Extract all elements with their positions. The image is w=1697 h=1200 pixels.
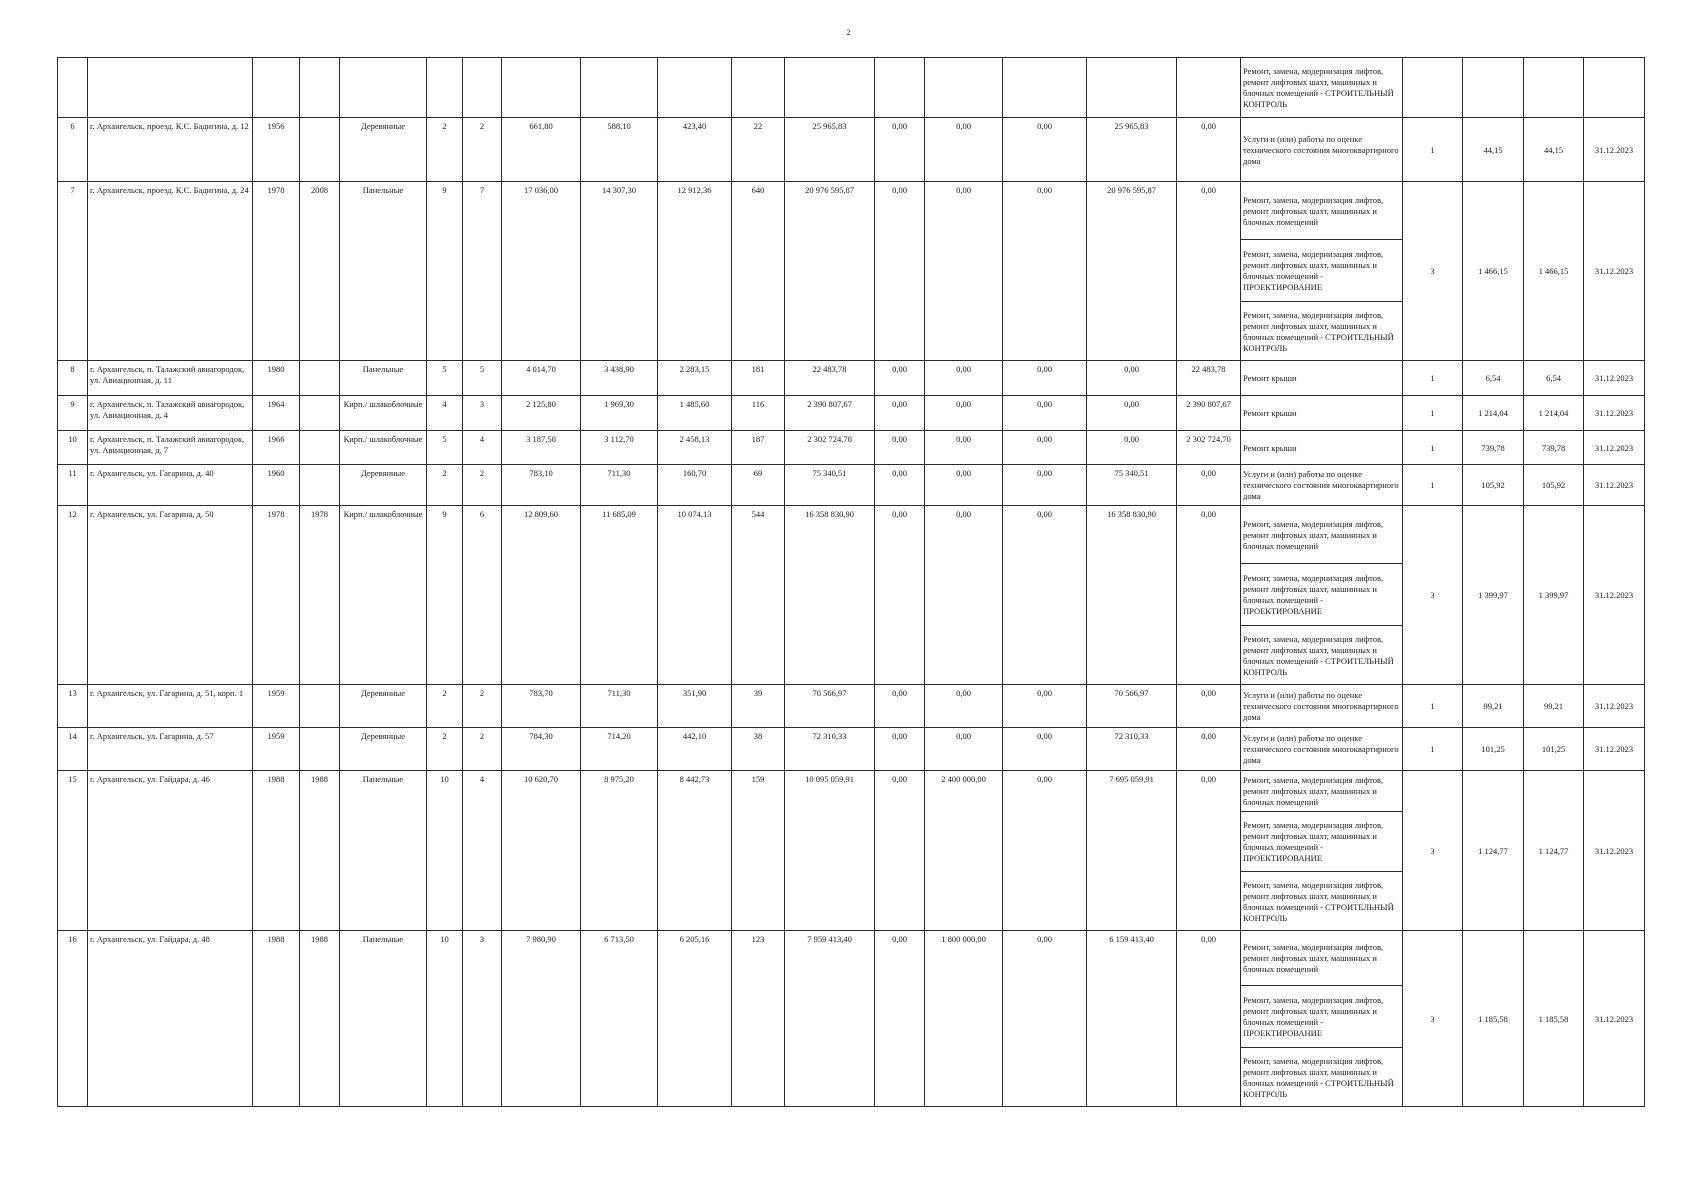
cost-3-cell: 0,00 — [1003, 396, 1087, 431]
table-row-continuation — [58, 58, 1645, 118]
max-cost-cell: 6,54 — [1524, 361, 1584, 396]
work-type-cell: Ремонт, замена, модернизация лифтов, ремонт лифтовых шахт, машинных и блочных помещений - ПРОЕКТИРОВАНИЕ — [1241, 240, 1403, 302]
wall-material-cell: Панельные — [340, 931, 427, 1107]
units-count-cell: 3 — [1403, 771, 1463, 931]
table-row — [58, 431, 1645, 465]
unit-cost-cell: 105,92 — [1463, 465, 1524, 506]
work-type-cell: Услуги и (или) работы по оценке технического состояния многоквартирного дома — [1241, 118, 1403, 182]
cost-total-cell: 70 566,97 — [785, 685, 875, 728]
work-type-cell: Ремонт крыши — [1241, 431, 1403, 465]
area-living-cell: 711,30 — [581, 685, 658, 728]
floors-cell: 10 — [427, 771, 463, 931]
year-repair-cell: 1988 — [300, 931, 340, 1107]
cost-4-cell: 25 965,83 — [1087, 118, 1177, 182]
area-total-cell: 784,30 — [502, 728, 581, 771]
cost-total-cell: 25 965,83 — [785, 118, 875, 182]
units-count-cell: 1 — [1403, 465, 1463, 506]
floors-cell: 2 — [427, 465, 463, 506]
unit-cost-cell: 99,21 — [1463, 685, 1524, 728]
cost-5-cell: 2 302 724,70 — [1177, 431, 1241, 465]
cost-3-cell: 0,00 — [1003, 771, 1087, 931]
work-type-cell: Ремонт крыши — [1241, 396, 1403, 431]
row-number-cell: 12 — [58, 506, 88, 685]
area-living-cell: 14 307,30 — [581, 182, 658, 361]
cost-total-cell: 72 310,33 — [785, 728, 875, 771]
wall-material-cell: Панельные — [340, 182, 427, 361]
cost-total-cell: 7 959 413,40 — [785, 931, 875, 1107]
unit-cost-cell: 1 399,97 — [1463, 506, 1524, 685]
residents-cell: 123 — [732, 931, 785, 1107]
unit-cost-cell: 44,15 — [1463, 118, 1524, 182]
deadline-cell: 31.12.2023 — [1584, 396, 1645, 431]
cost-4-cell: 72 310,33 — [1087, 728, 1177, 771]
area-owned-cell: 442,10 — [658, 728, 732, 771]
residents-cell: 69 — [732, 465, 785, 506]
cost-1-cell: 0,00 — [875, 685, 925, 728]
address-cell: г. Архангельск, п. Талажский авиагородок, ул. Авиационная, д. 7 — [88, 431, 253, 465]
area-owned-cell: 2 458,13 — [658, 431, 732, 465]
area-total-cell: 10 620,70 — [502, 771, 581, 931]
year-built-cell: 1988 — [253, 931, 300, 1107]
cost-2-cell: 0,00 — [925, 396, 1003, 431]
year-built-cell: 1959 — [253, 685, 300, 728]
row-number-cell: 14 — [58, 728, 88, 771]
year-repair-cell — [300, 361, 340, 396]
cost-2-cell: 0,00 — [925, 728, 1003, 771]
cost-2-cell: 0,00 — [925, 431, 1003, 465]
cost-3-cell: 0,00 — [1003, 431, 1087, 465]
cost-4-cell: 70 566,97 — [1087, 685, 1177, 728]
work-type-cell: Услуги и (или) работы по оценке технического состояния многоквартирного дома — [1241, 465, 1403, 506]
capital-repair-table — [57, 57, 1645, 1107]
cost-total-cell: 2 302 724,70 — [785, 431, 875, 465]
wall-material-cell: Кирп./ шлакоблочные — [340, 431, 427, 465]
units-count-cell: 3 — [1403, 931, 1463, 1107]
area-total-cell: 4 014,70 — [502, 361, 581, 396]
cost-4-cell: 7 695 059,91 — [1087, 771, 1177, 931]
cost-5-cell: 2 390 807,67 — [1177, 396, 1241, 431]
work-type-cell: Ремонт, замена, модернизация лифтов, ремонт лифтовых шахт, машинных и блочных помещений - ПРОЕКТИРОВАНИЕ — [1241, 986, 1403, 1048]
work-type-cell: Ремонт крыши — [1241, 361, 1403, 396]
deadline-cell: 31.12.2023 — [1584, 685, 1645, 728]
year-built-cell: 1966 — [253, 431, 300, 465]
cost-2-cell: 1 800 000,00 — [925, 931, 1003, 1107]
cost-1-cell: 0,00 — [875, 361, 925, 396]
deadline-cell: 31.12.2023 — [1584, 182, 1645, 361]
entrances-cell: 4 — [463, 771, 502, 931]
floors-cell: 9 — [427, 182, 463, 361]
area-living-cell: 11 685,09 — [581, 506, 658, 685]
cost-5-cell: 0,00 — [1177, 728, 1241, 771]
cost-total-cell: 22 483,78 — [785, 361, 875, 396]
residents-cell: 38 — [732, 728, 785, 771]
residents-cell: 116 — [732, 396, 785, 431]
area-total-cell: 2 125,80 — [502, 396, 581, 431]
area-living-cell: 3 112,70 — [581, 431, 658, 465]
deadline-cell: 31.12.2023 — [1584, 771, 1645, 931]
cost-total-cell: 75 340,51 — [785, 465, 875, 506]
work-type-cell: Ремонт, замена, модернизация лифтов, ремонт лифтовых шахт, машинных и блочных помещений - ПРОЕКТИРОВАНИЕ — [1241, 564, 1403, 626]
unit-cost-cell: 1 124,77 — [1463, 771, 1524, 931]
table-row — [58, 361, 1645, 396]
year-built-cell: 1988 — [253, 771, 300, 931]
area-owned-cell: 423,40 — [658, 118, 732, 182]
cost-3-cell: 0,00 — [1003, 361, 1087, 396]
floors-cell: 5 — [427, 431, 463, 465]
cost-5-cell: 22 483,78 — [1177, 361, 1241, 396]
area-living-cell: 6 713,50 — [581, 931, 658, 1107]
wall-material-cell: Деревянные — [340, 685, 427, 728]
cost-2-cell: 0,00 — [925, 182, 1003, 361]
row-number-cell: 8 — [58, 361, 88, 396]
cost-2-cell: 0,00 — [925, 361, 1003, 396]
area-living-cell: 3 438,90 — [581, 361, 658, 396]
floors-cell: 9 — [427, 506, 463, 685]
deadline-cell: 31.12.2023 — [1584, 931, 1645, 1107]
deadline-cell: 31.12.2023 — [1584, 465, 1645, 506]
cost-2-cell: 0,00 — [925, 118, 1003, 182]
max-cost-cell: 99,21 — [1524, 685, 1584, 728]
work-type-cell: Ремонт, замена, модернизация лифтов, ремонт лифтовых шахт, машинных и блочных помещений - СТРОИТЕЛЬНЫЙ КОНТРОЛЬ — [1241, 302, 1403, 361]
cost-1-cell: 0,00 — [875, 506, 925, 685]
year-repair-cell — [300, 396, 340, 431]
cost-total-cell: 16 358 830,90 — [785, 506, 875, 685]
area-total-cell: 783,10 — [502, 465, 581, 506]
area-living-cell: 8 975,20 — [581, 771, 658, 931]
address-cell: г. Архангельск, проезд. К.С. Бадигина, д. 12 — [88, 118, 253, 182]
unit-cost-cell: 6,54 — [1463, 361, 1524, 396]
area-total-cell: 3 187,50 — [502, 431, 581, 465]
work-type-cell: Ремонт, замена, модернизация лифтов, ремонт лифтовых шахт, машинных и блочных помещений — [1241, 506, 1403, 564]
cost-4-cell: 20 976 595,87 — [1087, 182, 1177, 361]
year-built-cell: 1980 — [253, 361, 300, 396]
year-repair-cell — [300, 465, 340, 506]
row-number-cell: 13 — [58, 685, 88, 728]
residents-cell: 181 — [732, 361, 785, 396]
area-living-cell: 714,20 — [581, 728, 658, 771]
work-type-cell: Ремонт, замена, модернизация лифтов, ремонт лифтовых шахт, машинных и блочных помещений - СТРОИТЕЛЬНЫЙ КОНТРОЛЬ — [1241, 872, 1403, 931]
year-repair-cell — [300, 685, 340, 728]
cost-3-cell: 0,00 — [1003, 182, 1087, 361]
unit-cost-cell: 1 185,58 — [1463, 931, 1524, 1107]
entrances-cell: 7 — [463, 182, 502, 361]
address-cell: г. Архангельск, ул. Гайдара, д. 48 — [88, 931, 253, 1107]
cost-1-cell: 0,00 — [875, 465, 925, 506]
wall-material-cell: Деревянные — [340, 465, 427, 506]
address-cell: г. Архангельск, п. Талажский авиагородок, ул. Авиационная, д. 11 — [88, 361, 253, 396]
max-cost-cell: 1 466,15 — [1524, 182, 1584, 361]
row-number-cell: 9 — [58, 396, 88, 431]
units-count-cell: 1 — [1403, 118, 1463, 182]
max-cost-cell: 1 399,97 — [1524, 506, 1584, 685]
address-cell: г. Архангельск, ул. Гагарина, д. 57 — [88, 728, 253, 771]
row-number-cell: 6 — [58, 118, 88, 182]
deadline-cell: 31.12.2023 — [1584, 506, 1645, 685]
entrances-cell: 5 — [463, 361, 502, 396]
cost-1-cell: 0,00 — [875, 182, 925, 361]
floors-cell: 5 — [427, 361, 463, 396]
units-count-cell: 1 — [1403, 431, 1463, 465]
unit-cost-cell: 101,25 — [1463, 728, 1524, 771]
entrances-cell: 2 — [463, 685, 502, 728]
area-total-cell: 783,70 — [502, 685, 581, 728]
year-repair-cell — [300, 431, 340, 465]
floors-cell: 2 — [427, 118, 463, 182]
cost-1-cell: 0,00 — [875, 118, 925, 182]
row-number-cell: 10 — [58, 431, 88, 465]
table-row — [58, 118, 1645, 182]
table-row — [58, 506, 1645, 564]
address-cell: г. Архангельск, ул. Гайдара, д. 46 — [88, 771, 253, 931]
cost-5-cell: 0,00 — [1177, 465, 1241, 506]
unit-cost-cell: 739,78 — [1463, 431, 1524, 465]
cost-4-cell: 6 159 413,40 — [1087, 931, 1177, 1107]
entrances-cell: 2 — [463, 728, 502, 771]
cost-1-cell: 0,00 — [875, 431, 925, 465]
table-row — [58, 182, 1645, 240]
units-count-cell: 3 — [1403, 506, 1463, 685]
work-type-cell: Услуги и (или) работы по оценке технического состояния многоквартирного дома — [1241, 728, 1403, 771]
year-built-cell: 1959 — [253, 728, 300, 771]
area-owned-cell: 8 442,73 — [658, 771, 732, 931]
table-row — [58, 931, 1645, 986]
units-count-cell: 1 — [1403, 685, 1463, 728]
cost-1-cell: 0,00 — [875, 931, 925, 1107]
unit-cost-cell: 1 466,15 — [1463, 182, 1524, 361]
cost-4-cell: 0,00 — [1087, 361, 1177, 396]
cost-3-cell: 0,00 — [1003, 506, 1087, 685]
entrances-cell: 4 — [463, 431, 502, 465]
deadline-cell: 31.12.2023 — [1584, 361, 1645, 396]
page-number: 2 — [846, 28, 851, 37]
row-number-cell: 15 — [58, 771, 88, 931]
area-living-cell: 588,10 — [581, 118, 658, 182]
wall-material-cell: Деревянные — [340, 118, 427, 182]
area-living-cell: 711,30 — [581, 465, 658, 506]
units-count-cell: 1 — [1403, 361, 1463, 396]
max-cost-cell: 1 124,77 — [1524, 771, 1584, 931]
year-repair-cell — [300, 118, 340, 182]
cost-3-cell: 0,00 — [1003, 728, 1087, 771]
cost-4-cell: 0,00 — [1087, 431, 1177, 465]
table-body — [58, 58, 1645, 1107]
floors-cell: 4 — [427, 396, 463, 431]
max-cost-cell: 739,78 — [1524, 431, 1584, 465]
year-built-cell: 1978 — [253, 182, 300, 361]
area-owned-cell: 12 912,36 — [658, 182, 732, 361]
work-type-cell: Ремонт, замена, модернизация лифтов, ремонт лифтовых шахт, машинных и блочных помещений - СТРОИТЕЛЬНЫЙ КОНТРОЛЬ — [1241, 1048, 1403, 1107]
row-number-cell: 16 — [58, 931, 88, 1107]
work-type-cell: Ремонт, замена, модернизация лифтов, ремонт лифтовых шахт, машинных и блочных помещений - ПРОЕКТИРОВАНИЕ — [1241, 812, 1403, 872]
unit-cost-cell: 1 214,04 — [1463, 396, 1524, 431]
wall-material-cell: Кирп./ шлакоблочные — [340, 506, 427, 685]
work-type-cell: Ремонт, замена, модернизация лифтов, ремонт лифтовых шахт, машинных и блочных помещений — [1241, 771, 1403, 812]
area-total-cell: 12 809,60 — [502, 506, 581, 685]
wall-material-cell: Панельные — [340, 771, 427, 931]
cost-2-cell: 0,00 — [925, 685, 1003, 728]
max-cost-cell: 105,92 — [1524, 465, 1584, 506]
area-owned-cell: 160,70 — [658, 465, 732, 506]
address-cell: г. Архангельск, ул. Гагарина, д. 50 — [88, 506, 253, 685]
work-type-cell: Ремонт, замена, модернизация лифтов, ремонт лифтовых шахт, машинных и блочных помещений - СТРОИТЕЛЬНЫЙ КОНТРОЛЬ — [1241, 626, 1403, 685]
cost-3-cell: 0,00 — [1003, 685, 1087, 728]
cost-5-cell: 0,00 — [1177, 182, 1241, 361]
cost-5-cell: 0,00 — [1177, 118, 1241, 182]
area-owned-cell: 6 205,16 — [658, 931, 732, 1107]
work-type-cell: Ремонт, замена, модернизация лифтов, ремонт лифтовых шахт, машинных и блочных помещений - СТРОИТЕЛЬНЫЙ КОНТРОЛЬ — [1241, 58, 1403, 118]
cost-4-cell: 75 340,51 — [1087, 465, 1177, 506]
table-row — [58, 728, 1645, 771]
table-row — [58, 685, 1645, 728]
year-repair-cell — [300, 728, 340, 771]
cost-1-cell: 0,00 — [875, 728, 925, 771]
year-repair-cell: 2008 — [300, 182, 340, 361]
wall-material-cell: Кирп./ шлакоблочные — [340, 396, 427, 431]
entrances-cell: 6 — [463, 506, 502, 685]
deadline-cell: 31.12.2023 — [1584, 728, 1645, 771]
address-cell: г. Архангельск, ул. Гагарина, д. 40 — [88, 465, 253, 506]
area-owned-cell: 10 074,13 — [658, 506, 732, 685]
area-total-cell: 661,80 — [502, 118, 581, 182]
work-type-cell: Ремонт, замена, модернизация лифтов, ремонт лифтовых шахт, машинных и блочных помещений — [1241, 931, 1403, 986]
area-owned-cell: 2 283,15 — [658, 361, 732, 396]
cost-1-cell: 0,00 — [875, 771, 925, 931]
residents-cell: 187 — [732, 431, 785, 465]
address-cell: г. Архангельск, ул. Гагарина, д. 51, корп. 1 — [88, 685, 253, 728]
year-built-cell: 1956 — [253, 118, 300, 182]
table-row — [58, 771, 1645, 812]
max-cost-cell: 101,25 — [1524, 728, 1584, 771]
deadline-cell: 31.12.2023 — [1584, 431, 1645, 465]
cost-1-cell: 0,00 — [875, 396, 925, 431]
year-repair-cell: 1978 — [300, 506, 340, 685]
deadline-cell: 31.12.2023 — [1584, 118, 1645, 182]
cost-2-cell: 0,00 — [925, 506, 1003, 685]
max-cost-cell: 1 214,04 — [1524, 396, 1584, 431]
max-cost-cell: 1 185,58 — [1524, 931, 1584, 1107]
address-cell: г. Архангельск, п. Талажский авиагородок, ул. Авиационная, д. 4 — [88, 396, 253, 431]
area-living-cell: 1 969,30 — [581, 396, 658, 431]
area-owned-cell: 1 485,60 — [658, 396, 732, 431]
cost-3-cell: 0,00 — [1003, 118, 1087, 182]
residents-cell: 22 — [732, 118, 785, 182]
cost-4-cell: 0,00 — [1087, 396, 1177, 431]
row-number-cell: 11 — [58, 465, 88, 506]
area-total-cell: 17 036,00 — [502, 182, 581, 361]
cost-5-cell: 0,00 — [1177, 506, 1241, 685]
year-built-cell: 1960 — [253, 465, 300, 506]
cost-4-cell: 16 358 830,90 — [1087, 506, 1177, 685]
floors-cell: 2 — [427, 685, 463, 728]
cost-5-cell: 0,00 — [1177, 931, 1241, 1107]
cost-2-cell: 2 400 000,00 — [925, 771, 1003, 931]
residents-cell: 640 — [732, 182, 785, 361]
cost-total-cell: 20 976 595,87 — [785, 182, 875, 361]
units-count-cell: 3 — [1403, 182, 1463, 361]
year-built-cell: 1978 — [253, 506, 300, 685]
row-number-cell: 7 — [58, 182, 88, 361]
residents-cell: 39 — [732, 685, 785, 728]
entrances-cell: 2 — [463, 118, 502, 182]
cost-total-cell: 10 095 059,91 — [785, 771, 875, 931]
units-count-cell: 1 — [1403, 396, 1463, 431]
cost-total-cell: 2 390 807,67 — [785, 396, 875, 431]
entrances-cell: 2 — [463, 465, 502, 506]
floors-cell: 2 — [427, 728, 463, 771]
entrances-cell: 3 — [463, 931, 502, 1107]
residents-cell: 544 — [732, 506, 785, 685]
entrances-cell: 3 — [463, 396, 502, 431]
floors-cell: 10 — [427, 931, 463, 1107]
area-owned-cell: 351,90 — [658, 685, 732, 728]
cost-5-cell: 0,00 — [1177, 685, 1241, 728]
year-built-cell: 1964 — [253, 396, 300, 431]
units-count-cell: 1 — [1403, 728, 1463, 771]
table-row — [58, 396, 1645, 431]
cost-5-cell: 0,00 — [1177, 771, 1241, 931]
cost-2-cell: 0,00 — [925, 465, 1003, 506]
work-type-cell: Услуги и (или) работы по оценке технического состояния многоквартирного дома — [1241, 685, 1403, 728]
cost-3-cell: 0,00 — [1003, 465, 1087, 506]
max-cost-cell: 44,15 — [1524, 118, 1584, 182]
cost-3-cell: 0,00 — [1003, 931, 1087, 1107]
wall-material-cell: Панельные — [340, 361, 427, 396]
residents-cell: 159 — [732, 771, 785, 931]
wall-material-cell: Деревянные — [340, 728, 427, 771]
area-total-cell: 7 980,90 — [502, 931, 581, 1107]
work-type-cell: Ремонт, замена, модернизация лифтов, ремонт лифтовых шахт, машинных и блочных помещений — [1241, 182, 1403, 240]
year-repair-cell: 1988 — [300, 771, 340, 931]
table-row — [58, 465, 1645, 506]
address-cell: г. Архангельск, проезд. К.С. Бадигина, д. 24 — [88, 182, 253, 361]
